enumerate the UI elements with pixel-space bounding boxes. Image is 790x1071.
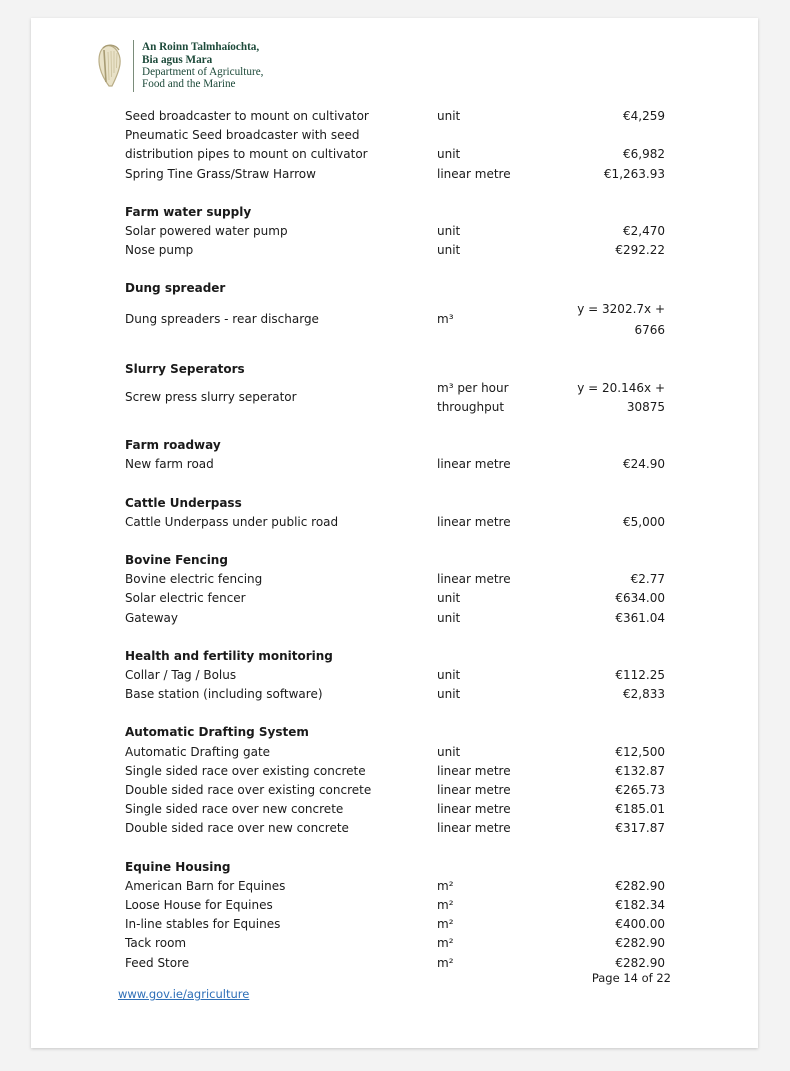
item-unit: linear metre (437, 782, 511, 797)
section-title: Bovine Fencing (125, 552, 228, 567)
item-unit: m² (437, 878, 454, 893)
item-description: Solar electric fencer (125, 591, 246, 606)
table-row (125, 379, 665, 417)
item-cost: €24.90 (623, 457, 665, 472)
org-name-irish-1: An Roinn Talmhaíochta, (142, 41, 260, 54)
table-row (125, 934, 665, 953)
table-row (125, 126, 665, 145)
section-title: Health and fertility monitoring (125, 648, 333, 663)
item-cost: €282.90 (615, 955, 665, 970)
org-name-english-2: Food and the Marine (142, 78, 236, 91)
table-row (125, 819, 665, 838)
table-row (125, 666, 665, 685)
item-description: Solar powered water pump (125, 224, 288, 238)
item-unit: unit (437, 109, 461, 123)
org-name-irish-2: Bia agus Mara (142, 53, 213, 66)
item-unit-line2: throughput (437, 399, 505, 414)
item-unit: unit (437, 610, 461, 625)
item-unit: m³ (437, 312, 454, 327)
table-row (125, 513, 665, 532)
item-description: Cattle Underpass under public road (125, 514, 339, 529)
item-unit-line1: m³ per hour (437, 380, 509, 395)
item-cost: €182.34 (615, 897, 665, 912)
logo-divider (133, 40, 134, 92)
item-description: Dung spreaders - rear discharge (125, 312, 319, 327)
item-cost: €1,263.93 (603, 166, 665, 181)
table-row (125, 165, 665, 184)
item-cost: €265.73 (615, 782, 665, 797)
item-unit: linear metre (437, 572, 511, 587)
item-unit: unit (437, 744, 461, 759)
item-unit: unit (437, 687, 461, 702)
item-unit: unit (437, 243, 461, 258)
table-row (125, 299, 665, 341)
department-name (142, 41, 263, 91)
item-description: Feed Store (125, 955, 190, 970)
table-row (125, 589, 665, 608)
item-description: American Barn for Equines (125, 878, 286, 893)
item-unit: unit (437, 667, 461, 682)
item-cost: €361.04 (615, 610, 665, 625)
item-description: Double sided race over existing concrete (125, 782, 372, 797)
item-cost: €2,470 (623, 224, 665, 238)
item-cost: €6,982 (623, 147, 665, 162)
page-number: Page 14 of 22 (591, 971, 671, 985)
section-bovine-fencing (125, 551, 665, 628)
item-unit: linear metre (437, 457, 511, 472)
table-row (125, 800, 665, 819)
item-cost: €634.00 (615, 591, 665, 606)
item-description: Spring Tine Grass/Straw Harrow (125, 166, 316, 181)
item-description: Loose House for Equines (125, 897, 273, 912)
item-unit: linear metre (437, 763, 511, 778)
item-cost: €317.87 (615, 821, 665, 836)
item-description: Pneumatic Seed broadcaster with seed (125, 128, 360, 143)
section-health-fertility-monitoring (125, 647, 665, 705)
section-automatic-drafting-system (125, 723, 665, 838)
section-title: Slurry Seperators (125, 361, 245, 376)
section-cultivation-continued (125, 107, 665, 184)
section-title: Dung spreader (125, 281, 226, 296)
item-description: distribution pipes to mount on cultivator (125, 147, 368, 162)
cost-table (125, 107, 665, 992)
item-description: Bovine electric fencing (125, 572, 263, 587)
table-row (125, 896, 665, 915)
department-logo (95, 38, 263, 94)
table-row (125, 145, 665, 164)
item-description: Automatic Drafting gate (125, 744, 271, 759)
org-name-english-1: Department of Agriculture, (142, 66, 264, 78)
table-row (125, 915, 665, 934)
table-row (125, 954, 665, 973)
item-description: Base station (including software) (125, 687, 323, 702)
section-farm-roadway (125, 436, 665, 474)
section-dung-spreader (125, 279, 665, 340)
item-cost: €112.25 (615, 667, 665, 682)
table-row (125, 743, 665, 762)
item-description: Collar / Tag / Bolus (125, 667, 237, 682)
section-slurry-separators (125, 360, 665, 418)
item-cost: €400.00 (615, 917, 665, 932)
website-link[interactable]: www.gov.ie/agriculture (118, 987, 250, 1001)
table-row (125, 222, 665, 241)
item-cost: €132.87 (615, 763, 665, 778)
item-unit: m² (437, 917, 454, 932)
section-cattle-underpass (125, 494, 665, 532)
table-row (125, 455, 665, 474)
item-description: Single sided race over new concrete (125, 802, 344, 817)
section-farm-water-supply (125, 203, 665, 261)
item-cost-formula: y = 3202.7x + 6766 (577, 301, 665, 337)
item-unit: m² (437, 936, 454, 951)
table-row (125, 685, 665, 704)
item-description: In-line stables for Equines (125, 917, 281, 932)
table-row (125, 762, 665, 781)
item-description: Tack room (125, 936, 187, 951)
document-page (31, 18, 758, 1048)
item-unit: linear metre (437, 514, 511, 529)
item-description: New farm road (125, 457, 214, 472)
table-row (125, 241, 665, 260)
item-cost: €282.90 (615, 936, 665, 951)
item-unit: m² (437, 955, 454, 970)
section-title: Farm water supply (125, 204, 252, 219)
item-unit: unit (437, 591, 461, 606)
section-equine-housing (125, 858, 665, 973)
table-row (125, 107, 665, 126)
item-description: Gateway (125, 610, 179, 625)
item-description: Screw press slurry seperator (125, 390, 297, 405)
table-row (125, 781, 665, 800)
table-row (125, 877, 665, 896)
item-cost: €4,259 (623, 109, 665, 123)
item-unit: linear metre (437, 821, 511, 836)
item-cost: €282.90 (615, 878, 665, 893)
section-title: Equine Housing (125, 859, 231, 874)
item-unit: unit (437, 147, 461, 162)
item-cost: €5,000 (623, 514, 665, 529)
table-row (125, 570, 665, 589)
item-unit: linear metre (437, 166, 511, 181)
item-cost: €2.77 (630, 572, 665, 587)
item-description: Seed broadcaster to mount on cultivator (125, 109, 369, 123)
item-description: Double sided race over new concrete (125, 821, 349, 836)
item-cost-formula-line2: 30875 (626, 399, 665, 414)
item-description: Single sided race over existing concrete (125, 763, 366, 778)
item-cost: €292.22 (615, 243, 665, 258)
item-cost-formula-line1: y = 20.146x + (577, 380, 665, 395)
harp-icon (95, 42, 125, 90)
item-cost: €2,833 (623, 687, 665, 702)
item-description: Nose pump (125, 243, 194, 258)
item-unit: unit (437, 224, 461, 238)
item-unit: linear metre (437, 802, 511, 817)
item-cost: €12,500 (615, 744, 665, 759)
item-cost: €185.01 (615, 802, 665, 817)
section-title: Automatic Drafting System (125, 725, 309, 740)
section-title: Cattle Underpass (125, 495, 242, 510)
section-title: Farm roadway (125, 438, 221, 453)
item-unit: m² (437, 897, 454, 912)
table-row (125, 609, 665, 628)
